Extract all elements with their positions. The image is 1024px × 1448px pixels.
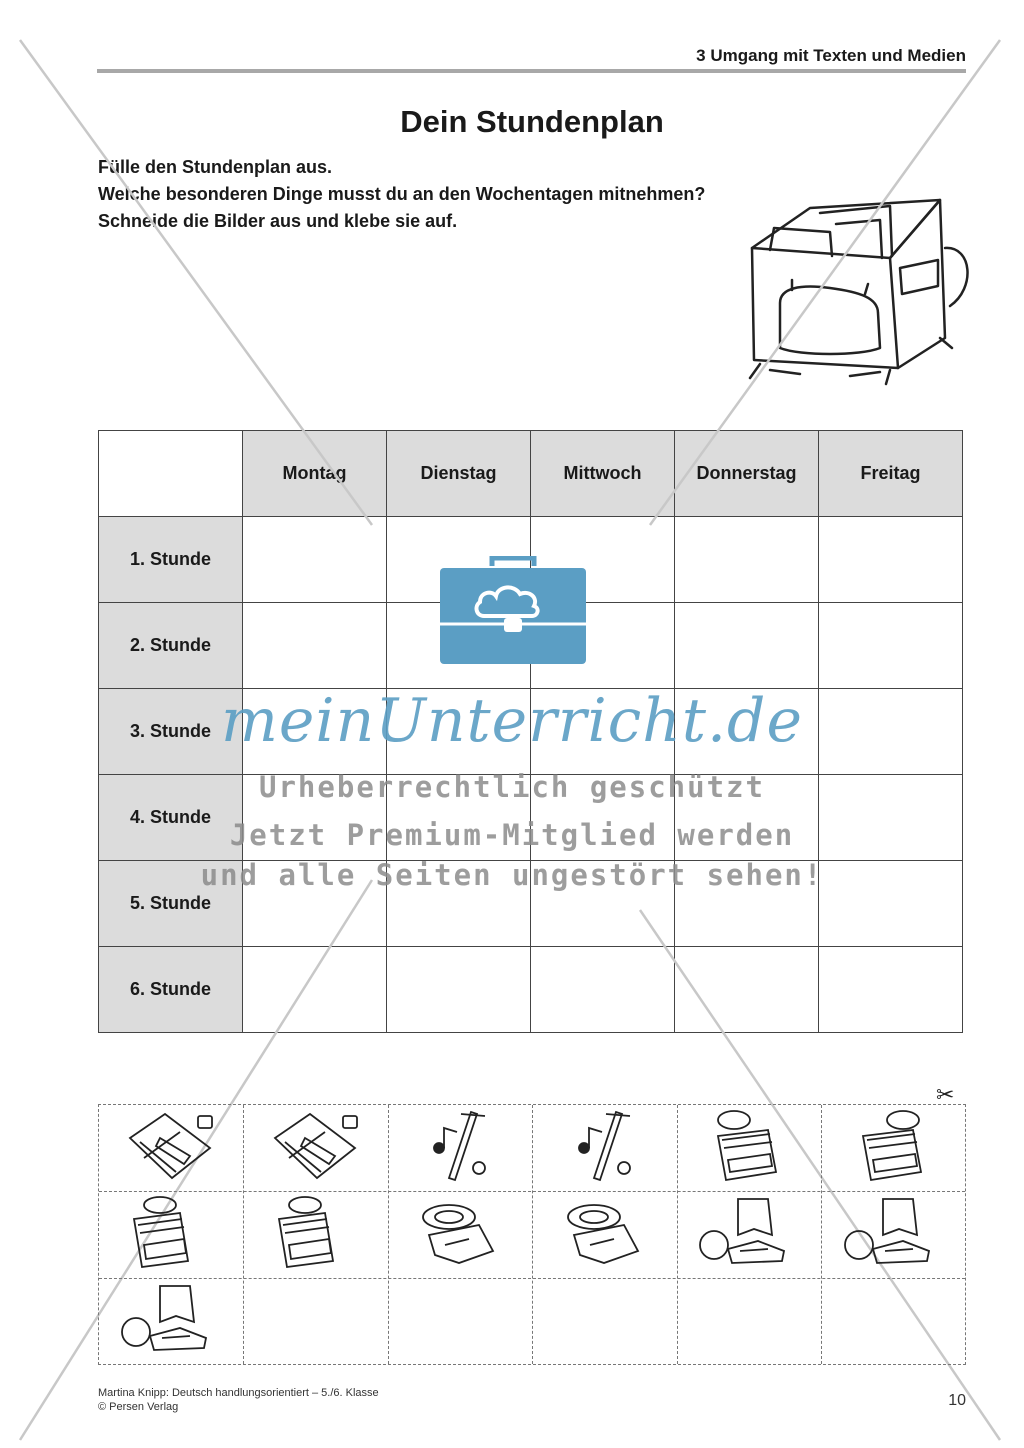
sports-gear-icon <box>120 1282 220 1358</box>
day-header-wednesday: Mittwoch <box>531 431 675 517</box>
cutout-sports-gear[interactable] <box>98 1278 242 1365</box>
music-flute-icon <box>409 1108 509 1184</box>
watermark-line-2: Jetzt Premium-Mitglied werden <box>229 818 795 852</box>
art-supplies-icon <box>265 1108 365 1184</box>
cutout-swim-gear[interactable] <box>387 1191 531 1278</box>
instruction-line-3: Schneide die Bilder aus und klebe sie auf. <box>98 211 458 231</box>
instruction-line-2: Welche besonderen Dinge musst du an den Wochentagen mitnehmen? <box>98 184 706 204</box>
cutout-music[interactable] <box>387 1104 531 1191</box>
cutout-english-book[interactable] <box>243 1191 387 1278</box>
cutout-english-book[interactable] <box>676 1104 820 1191</box>
footer-book-title: Martina Knipp: Deutsch handlungsorientiert – 5./6. Klasse <box>98 1387 379 1399</box>
cutout-swim-gear[interactable] <box>532 1191 676 1278</box>
swim-gear-icon <box>409 1195 509 1271</box>
cutout-art-supplies[interactable] <box>243 1104 387 1191</box>
english-book-icon <box>265 1195 365 1271</box>
sports-gear-icon <box>698 1195 798 1271</box>
chapter-heading: 3 Umgang mit Texten und Medien <box>696 46 966 65</box>
cutout-sports-gear[interactable] <box>821 1191 965 1278</box>
swim-gear-icon <box>554 1195 654 1271</box>
page-number: 10 <box>948 1392 966 1409</box>
cutout-art-supplies[interactable] <box>98 1104 242 1191</box>
cutout-english-book[interactable] <box>98 1191 242 1278</box>
briefcase-cloud-icon <box>440 556 586 664</box>
cutout-music[interactable] <box>532 1104 676 1191</box>
watermark-brand: meinUnterricht.de <box>221 686 803 756</box>
period-label: 3. Stunde <box>99 689 243 775</box>
day-header-monday: Montag <box>243 431 387 517</box>
scissors-icon: ✂ <box>936 1082 955 1107</box>
period-label: 4. Stunde <box>99 775 243 861</box>
instruction-line-1: Fülle den Stundenplan aus. <box>98 157 333 177</box>
art-supplies-icon <box>120 1108 220 1184</box>
watermark-line-1: Urheberrechtlich geschützt <box>259 770 765 804</box>
music-flute-icon <box>554 1108 654 1184</box>
page-title: Dein Stundenplan <box>400 104 664 139</box>
day-header-tuesday: Dienstag <box>387 431 531 517</box>
cutout-sports-gear[interactable] <box>676 1191 820 1278</box>
day-header-friday: Freitag <box>819 431 963 517</box>
day-header-thursday: Donnerstag <box>675 431 819 517</box>
period-label: 2. Stunde <box>99 603 243 689</box>
english-book-icon <box>843 1108 943 1184</box>
cutout-english-book[interactable] <box>821 1104 965 1191</box>
english-book-icon <box>120 1195 220 1271</box>
watermark-line-3: und alle Seiten ungestört sehen! <box>200 858 824 892</box>
sports-gear-icon <box>843 1195 943 1271</box>
period-label: 6. Stunde <box>99 947 243 1033</box>
period-label: 5. Stunde <box>99 861 243 947</box>
period-label: 1. Stunde <box>99 517 243 603</box>
footer-credits <box>98 1386 379 1414</box>
footer-publisher: © Persen Verlag <box>98 1401 179 1413</box>
english-book-icon <box>698 1108 798 1184</box>
